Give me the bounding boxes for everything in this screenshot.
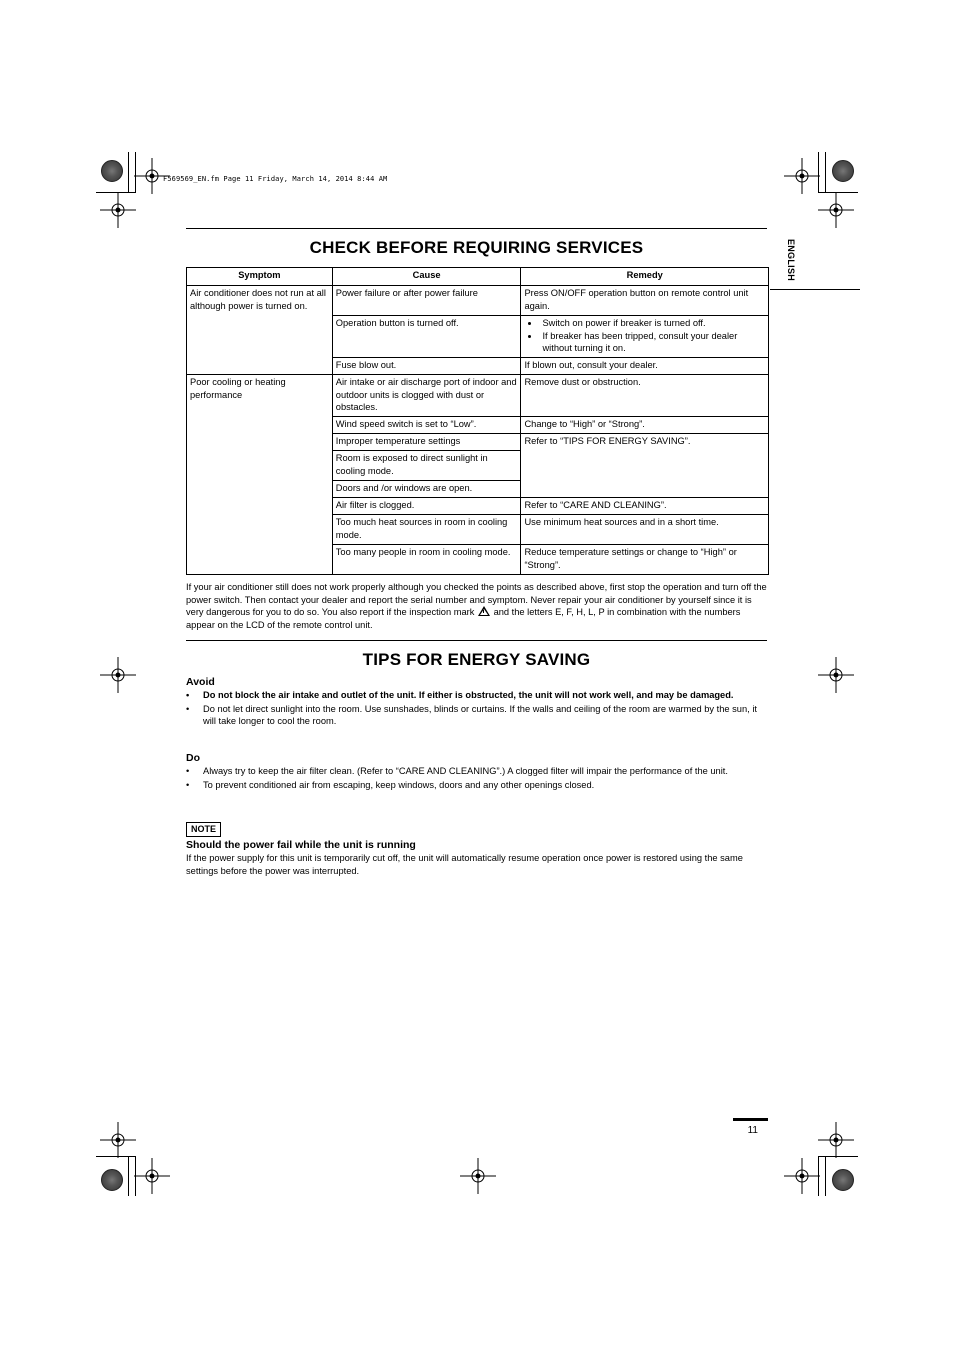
table-row	[187, 375, 769, 417]
section-title-check: CHECK BEFORE REQUIRING SERVICES	[309, 238, 644, 257]
column-header-cause: Cause	[332, 268, 521, 286]
do-heading: Do	[186, 752, 200, 764]
column-header-remedy: Remedy	[521, 268, 769, 286]
remedy-cell: Refer to “TIPS FOR ENERGY SAVING”.	[521, 434, 769, 498]
registration-mark-icon	[100, 657, 136, 693]
cause-cell: Operation button is turned off.	[332, 316, 521, 358]
avoid-list	[186, 689, 768, 729]
section-rule	[186, 640, 767, 641]
cause-cell: Air intake or air discharge port of indoor and outdoor units is clogged with dust or obstacles.	[332, 375, 521, 417]
registration-mark-icon	[134, 1158, 170, 1194]
remedy-item: • Switch on power if breaker is turned off.	[540, 317, 765, 330]
column-header-symptom: Symptom	[187, 268, 333, 286]
cause-cell: Fuse blow out.	[332, 358, 521, 375]
cause-cell: Air filter is clogged.	[332, 498, 521, 515]
remedy-list	[524, 317, 765, 355]
note-heading: Should the power fail while the unit is running	[186, 839, 416, 851]
remedy-cell: Reduce temperature settings or change to “High” or “Strong”.	[521, 545, 769, 575]
cause-cell: Improper temperature settings	[332, 434, 521, 451]
remedy-cell: Refer to “CARE AND CLEANING”.	[521, 498, 769, 515]
registration-mark-icon	[818, 657, 854, 693]
registration-mark-icon	[818, 1122, 854, 1158]
registration-mark-icon	[784, 1158, 820, 1194]
do-list	[186, 765, 768, 792]
remedy-cell: Use minimum heat sources and in a short time.	[521, 515, 769, 545]
cause-cell: Room is exposed to direct sunlight in cooling mode.	[332, 451, 521, 481]
registration-mark-icon	[460, 1158, 496, 1194]
symptom-cell: Poor cooling or heating performance	[187, 375, 333, 575]
registration-mark-icon	[784, 158, 820, 194]
warning-triangle-icon	[478, 606, 490, 616]
footer-text: and the letters E, F, H, L, P in combination with the numbers appear on the LCD of the remote control unit.	[186, 607, 741, 630]
remedy-cell	[521, 316, 769, 358]
color-dot-mark	[832, 1169, 854, 1191]
cause-cell: Power failure or after power failure	[332, 286, 521, 316]
registration-mark-icon	[100, 1122, 136, 1158]
cause-cell: Wind speed switch is set to “Low”.	[332, 417, 521, 434]
registration-mark-icon	[818, 192, 854, 228]
remedy-cell: Change to “High” or “Strong”.	[521, 417, 769, 434]
page-number: 11	[747, 1125, 758, 1136]
troubleshooting-table	[186, 267, 769, 575]
cause-cell: Too much heat sources in room in cooling mode.	[332, 515, 521, 545]
list-item: • Always try to keep the air filter clean. (Refer to “CARE AND CLEANING”.) A clogged filter will impair the performance of the unit.	[186, 765, 768, 778]
cause-cell: Too many people in room in cooling mode.	[332, 545, 521, 575]
remedy-cell: If blown out, consult your dealer.	[521, 358, 769, 375]
language-tab	[776, 240, 806, 280]
language-label: ENGLISH	[786, 238, 796, 282]
symptom-cell: Air conditioner does not run at all although power is turned on.	[187, 286, 333, 375]
table-row	[187, 286, 769, 316]
color-dot-mark	[101, 1169, 123, 1191]
cause-cell: Doors and /or windows are open.	[332, 481, 521, 498]
page-number-bar	[733, 1118, 768, 1121]
note-text: If the power supply for this unit is temporarily cut off, the unit will automatically resume operation once power is restored using the same settings before the power was interrupted.	[186, 853, 743, 876]
registration-mark-icon	[100, 192, 136, 228]
avoid-heading: Avoid	[186, 676, 215, 688]
troubleshooting-footer	[186, 581, 768, 631]
table-header-row	[187, 268, 769, 286]
remedy-cell: Press ON/OFF operation button on remote control unit again.	[521, 286, 769, 316]
remedy-item: • If breaker has been tripped, consult your dealer without turning it on.	[540, 330, 765, 355]
remedy-cell: Remove dust or obstruction.	[521, 375, 769, 417]
list-item: • Do not let direct sunlight into the room. Use sunshades, blinds or curtains. If the walls and ceiling of the room are warmed by the sun, it will take longer to cool the room.	[186, 703, 768, 728]
footer-text: If your air conditioner still does not work properly although you checked the points as described above, first stop the operation and turn off the power switch. Then contact your dealer and report the serial number and symptom. Never repair your air conditioner by yourself since it is very dangerous for you to do so. You also report if the inspection mark	[186, 582, 767, 618]
color-dot-mark	[832, 160, 854, 182]
section-title-tips: TIPS FOR ENERGY SAVING	[362, 650, 591, 669]
list-item: • Do not block the air intake and outlet of the unit. If either is obstructed, the unit will not work well, and may be damaged.	[186, 689, 768, 702]
list-item: • To prevent conditioned air from escaping, keep windows, doors and any other openings closed.	[186, 779, 768, 792]
color-dot-mark	[101, 160, 123, 182]
file-info: F569569_EN.fm Page 11 Friday, March 14, 2014 8:44 AM	[163, 175, 388, 183]
section-rule	[186, 228, 767, 229]
note-label: NOTE	[186, 822, 221, 837]
